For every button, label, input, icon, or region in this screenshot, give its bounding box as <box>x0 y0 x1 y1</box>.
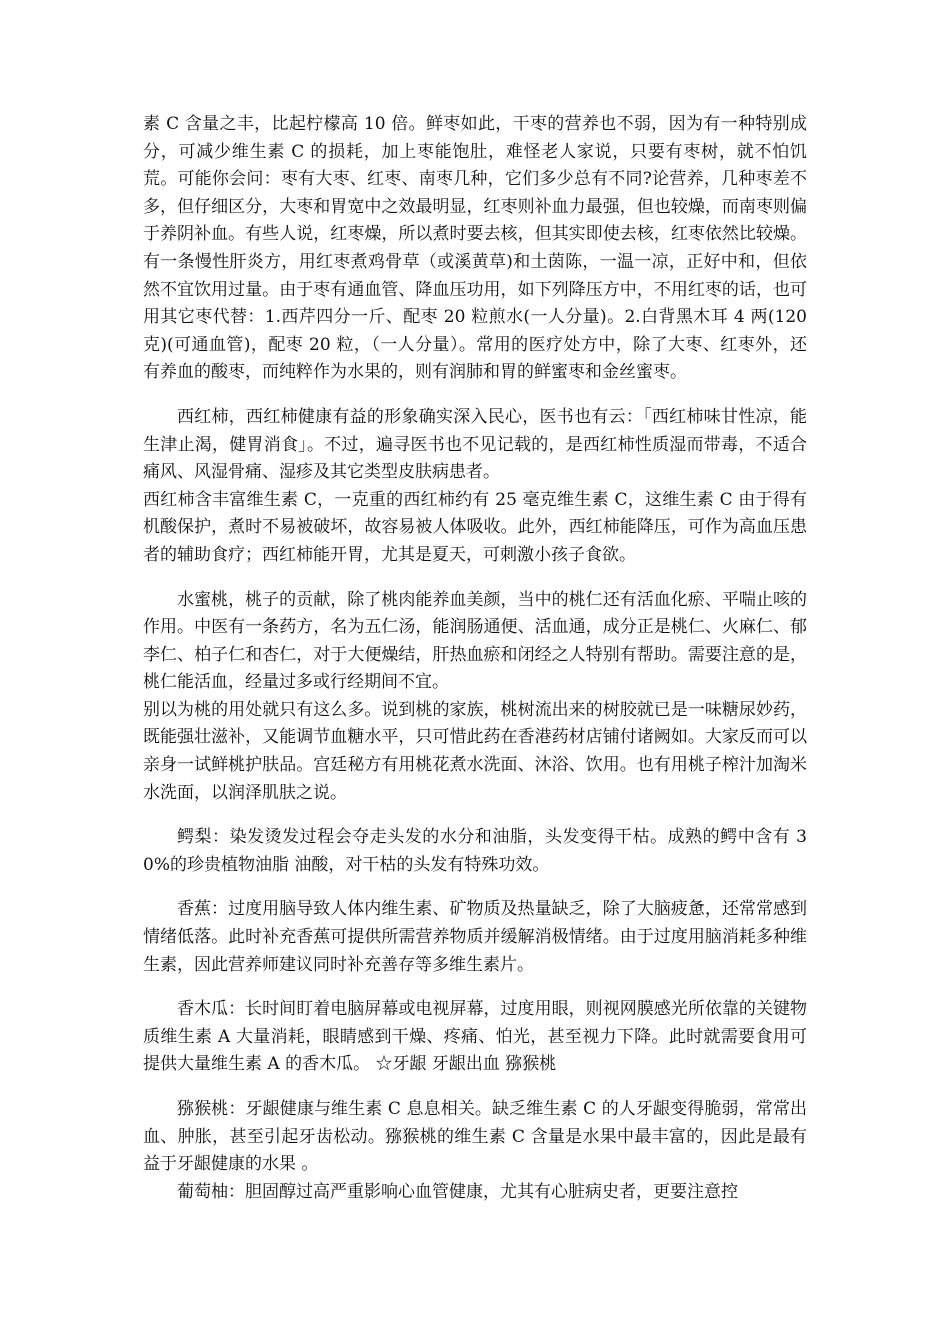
paragraph-kiwi: 猕猴桃：牙龈健康与维生素 C 息息相关。缺乏维生素 C 的人牙龈变得脆弱，常常出血、肿胀，甚至引起牙齿松动。猕猴桃的维生素 C 含量是水果中最丰富的，因此是最有益于牙龈健康的水果 。 <box>143 1099 807 1175</box>
paragraph-papaya: 香木瓜：长时间盯着电脑屏幕或电视屏幕，过度用眼，则视网膜感光所依靠的关键物质维生素 A 大量消耗，眼睛感到干燥、疼痛、怕光，甚至视力下降。此时就需要食用可提供大量维生素 A 的香木瓜。 ☆牙龈 牙龈出血 猕猴桃 <box>143 999 807 1075</box>
paragraph-grapefruit: 葡萄柚：胆固醇过高严重影响心血管健康，尤其有心脏病史者，更要注意控 <box>177 1181 738 1202</box>
paragraph-tomato: 西红柿，西红柿健康有益的形象确实深入民心，医书也有云：「西红柿味甘性凉，能生津止渴，健胃消食」。不过，遍寻医书也不见记载的，是西红柿性质湿而带毒，不适合痛风、风湿骨痛、湿疹及其它类型皮肤病患者。 <box>143 406 807 483</box>
paragraph-tomato-vitamin: 西红柿含丰富维生素 C，一克重的西红柿约有 25 毫克维生素 C，这维生素 C 由于得有机酸保护，煮时不易被破坏，故容易被人体吸收。此外，西红柿能降压，可作为高血压患者的辅助食疗；西红柿能开胃，尤其是夏天，可刺激小孩子食欲。 <box>143 489 807 565</box>
paragraph-avocado: 鳄梨：染发烫发过程会夺走头发的水分和油脂，头发变得干枯。成熟的鳄中含有 30%的珍贵植物油脂 油酸，对干枯的头发有特殊功效。 <box>143 827 807 875</box>
paragraph-peach-family: 别以为桃的用处就只有这么多。说到桃的家族，桃树流出来的树胶就已是一味糖尿妙药，既能强壮滋补，又能调节血糖水平，只可惜此药在香港药材店铺付诸阙如。大家反而可以亲身一试鲜桃护肤品。宫廷秘方有用桃花煮水洗面、沐浴、饮用。也有用桃子榨汁加淘米水洗面，以润泽肌肤之说。 <box>143 699 807 803</box>
document-page <box>143 111 807 1206</box>
paragraph-jujube: 素 C 含量之丰，比起柠檬高 10 倍。鲜枣如此，干枣的营养也不弱，因为有一种特别成分，可减少维生素 C 的损耗，加上枣能饱肚，难怪老人家说，只要有枣树，就不怕饥荒。可能你会问：枣有大枣、红枣、南枣几种，它们多少总有不同?论营养，几种枣差不多，但仔细区分，大枣和胃宽中之效最明显，红枣则补血力最强，但也较燥，而南枣则偏于养阴补血。有些人说，红枣燥，所以煮时要去核，但其实即使去核，红枣依然比较燥。有一条慢性肝炎方，用红枣煮鸡骨草（或溪黄草)和土茵陈，一温一凉，正好中和，但依然不宜饮用过量。由于枣有通血管、降血压功用，如下列降压方中，不用红枣的话，也可用其它枣代替：1.西芹四分一斤、配枣 20 粒煎水(一人分量)。2.白背黑木耳 4 两(120 克)(可通血管)，配枣 20 粒，（一人分量）。常用的医疗处方中，除了大枣、红枣外，还有养血的酸枣，而纯粹作为水果的，则有润肺和胃的鲜蜜枣和金丝蜜枣。 <box>143 114 807 383</box>
paragraph-banana: 香蕉：过度用脑导致人体内维生素、矿物质及热量缺乏，除了大脑疲惫，还常常感到情绪低落。此时补充香蕉可提供所需营养物质并缓解消极情绪。由于过度用脑消耗多种维生素，因此营养师建议同时补充善存等多维生素片。 <box>143 899 807 975</box>
paragraph-peach: 水蜜桃，桃子的贡献，除了桃肉能养血美颜，当中的桃仁还有活血化瘀、平喘止咳的作用。中医有一条药方，名为五仁汤，能润肠通便、活血通，成分正是桃仁、火麻仁、郁李仁、柏子仁和杏仁，对于大便燥结，肝热血瘀和闭经之人特别有帮助。需要注意的是，桃仁能活血，经量过多或行经期间不宜。 <box>143 589 807 693</box>
